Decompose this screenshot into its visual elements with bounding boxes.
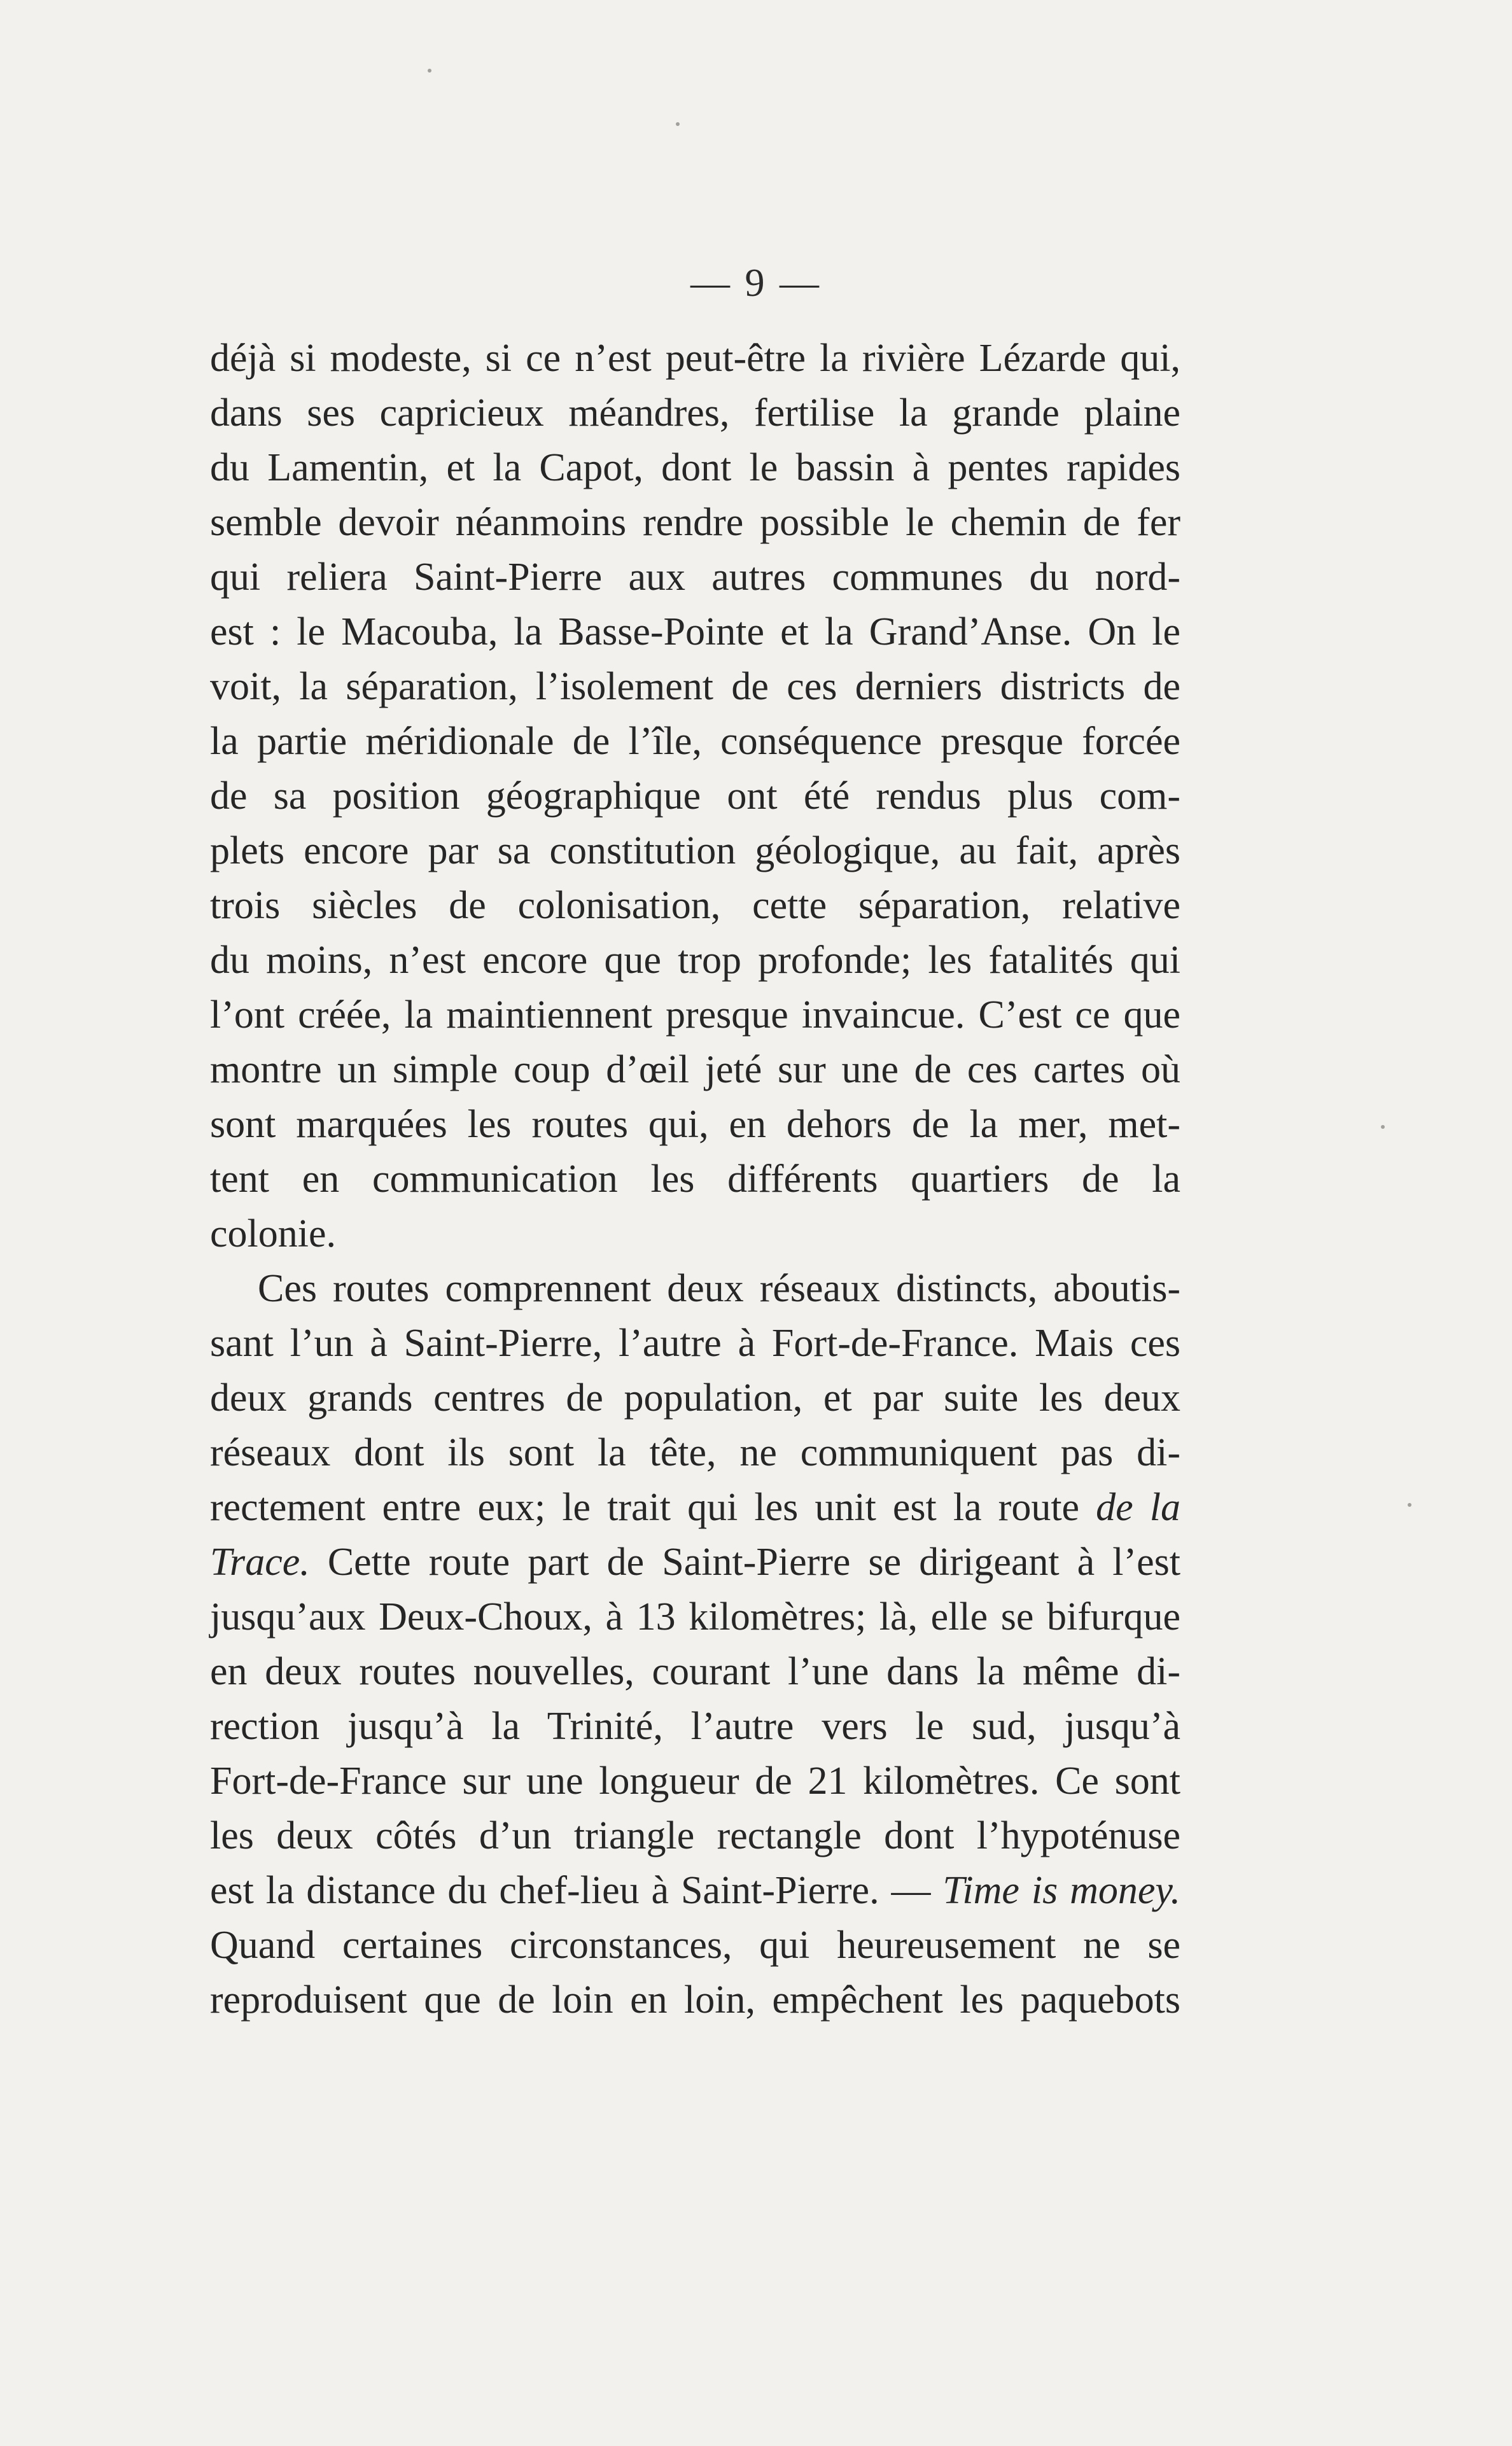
text-line: deux grands centres de population, et par suite les deux <box>210 1376 1180 1420</box>
text-line: jusqu’aux Deux-Choux, à 13 kilomètres; là, elle se bifurque <box>210 1595 1180 1639</box>
body-text <box>210 331 1180 2027</box>
text-run: est la distance du chef-lieu à Saint-Pierre. — <box>210 1869 943 1912</box>
italic-phrase: Time is money. <box>942 1869 1180 1912</box>
text-line: colonie. <box>210 1212 336 1255</box>
text-line: dans ses capricieux méandres, fertilise la grande plaine <box>210 391 1180 435</box>
text-line: semble devoir néanmoins rendre possible le chemin de fer <box>210 501 1180 544</box>
paper-speck <box>1408 1503 1411 1507</box>
text-line <box>210 1863 1180 1918</box>
text-line: plets encore par sa constitution géologique, au fait, après <box>210 829 1180 872</box>
text-line: reproduisent que de loin en loin, empêchent les paquebots <box>210 1978 1180 2022</box>
text-line <box>210 1480 1180 1535</box>
text-line: sant l’un à Saint-Pierre, l’autre à Fort-de-France. Mais ces <box>210 1322 1180 1365</box>
paper-speck <box>428 69 431 73</box>
paragraph-1 <box>210 331 1180 1261</box>
text-line: l’ont créée, la maintiennent presque invaincue. C’est ce que <box>210 993 1180 1037</box>
text-line: qui reliera Saint-Pierre aux autres communes du nord- <box>210 556 1180 599</box>
text-line: en deux routes nouvelles, courant l’une dans la même di- <box>210 1650 1180 1693</box>
text-line: les deux côtés d’un triangle rectangle dont l’hypoténuse <box>210 1814 1180 1857</box>
text-line <box>210 1535 1180 1590</box>
italic-term: Trace. <box>210 1541 310 1584</box>
page-number: — 9 — <box>690 262 822 305</box>
italic-term: de la <box>1096 1486 1180 1529</box>
text-line: tent en communication les différents quartiers de la <box>210 1157 1180 1201</box>
text-line: Quand certaines circonstances, qui heureusement ne se <box>210 1924 1180 1967</box>
text-line: réseaux dont ils sont la tête, ne communiquent pas di- <box>210 1431 1180 1474</box>
text-run: Cette route part de Saint-Pierre se dirigeant à l’est <box>309 1541 1180 1584</box>
paragraph-2 <box>210 1261 1180 2027</box>
text-line: est : le Macouba, la Basse-Pointe et la Grand’Anse. On le <box>210 610 1180 653</box>
paper-speck <box>1381 1125 1385 1129</box>
text-line: rection jusqu’à la Trinité, l’autre vers le sud, jusqu’à <box>210 1705 1180 1748</box>
text-line: sont marquées les routes qui, en dehors de la mer, met- <box>210 1103 1180 1146</box>
text-line: la partie méridionale de l’île, conséquence presque forcée <box>210 720 1180 763</box>
paper-speck <box>676 122 680 126</box>
text-line: du moins, n’est encore que trop profonde; les fatalités qui <box>210 939 1180 982</box>
text-line: montre un simple coup d’œil jeté sur une de ces cartes où <box>210 1048 1180 1091</box>
text-line: trois siècles de colonisation, cette séparation, relative <box>210 884 1180 927</box>
text-line: Fort-de-France sur une longueur de 21 kilomètres. Ce sont <box>210 1759 1180 1803</box>
text-line: de sa position géographique ont été rendus plus com- <box>210 774 1180 818</box>
text-line: voit, la séparation, l’isolement de ces derniers districts de <box>210 665 1180 708</box>
text-run: rectement entre eux; le trait qui les unit est la route <box>210 1486 1096 1529</box>
text-line: déjà si modeste, si ce n’est peut-être la rivière Lézarde qui, <box>210 337 1180 380</box>
text-line: Ces routes comprennent deux réseaux distincts, aboutis- <box>258 1267 1180 1310</box>
text-line: du Lamentin, et la Capot, dont le bassin à pentes rapides <box>210 446 1180 489</box>
